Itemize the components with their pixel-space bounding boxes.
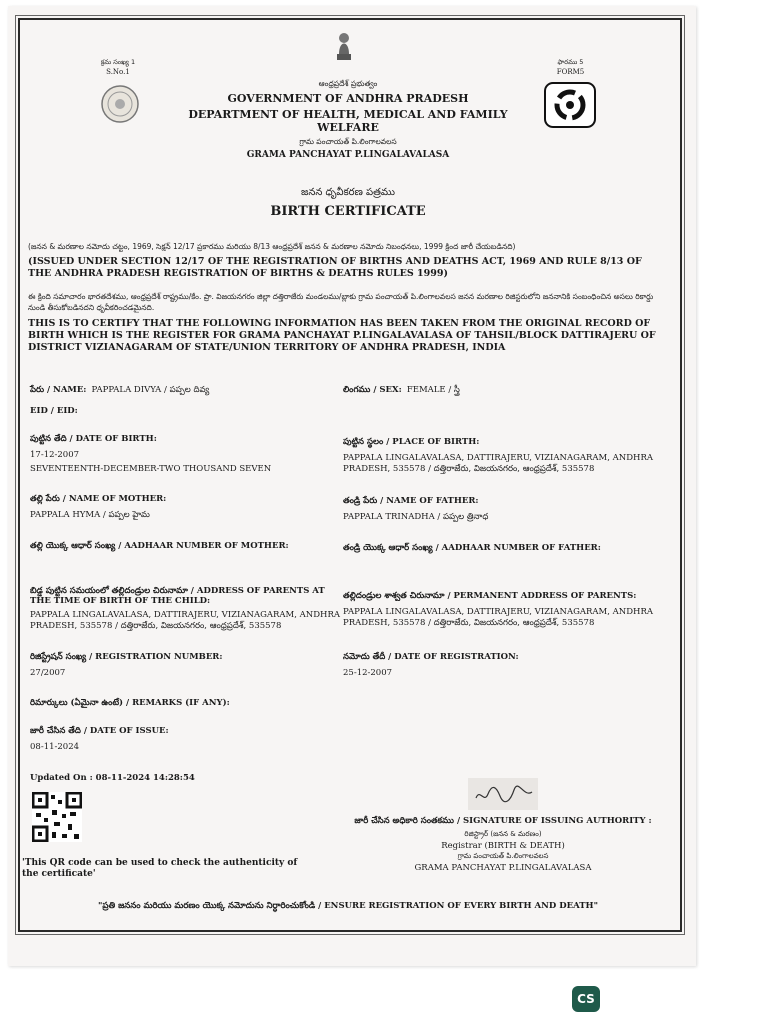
registrar-tel: రిజిస్ట్రార్ (జనన & మరణం) [464,830,542,838]
sex-label: లింగము / SEX: [343,385,402,395]
department-title: DEPARTMENT OF HEALTH, MEDICAL AND FAMILY WELFARE [188,108,508,134]
mother-label: తల్లి పేరు / NAME OF MOTHER: [30,494,167,504]
registration-date-field [343,652,663,678]
dob-field [30,434,330,474]
father-label: తండ్రి పేరు / NAME OF FATHER: [343,496,479,506]
qr-code-icon[interactable] [32,792,82,842]
mother-field [30,494,330,522]
address-permanent-label: తల్లిదండ్రుల శాశ్వత చిరునామా / PERMANENT ADDRESS OF PARENTS: [343,591,637,601]
pob-field [343,437,663,475]
section-text-tel: (జనన & మరణాల నమోదు చట్టం, 1969, సెక్షన్ 12/17 ప్రకారము మరియు 8/13 ఆంధ్రప్రదేశ్ జనన & మరణాల నమోదు నిబంధనలు, 1999 క్రింద జారీ చేయబడినది) [28,242,516,251]
updated-on: Updated On : 08-11-2024 14:28:54 [30,773,195,783]
dob-label: పుట్టిన తేది / DATE OF BIRTH: [30,434,157,444]
camscanner-watermark: CS [572,986,600,1012]
registration-number-field [30,652,330,678]
pob-label: పుట్టిన స్థలం / PLACE OF BIRTH: [343,437,480,447]
issue-date-label: జారీ చేసిన తేది / DATE OF ISSUE: [30,726,169,736]
dob-words: SEVENTEENTH-DECEMBER-TWO THOUSAND SEVEN [30,464,272,474]
issue-date-field [30,726,330,752]
form-block [543,58,598,76]
registration-date-label: నమోదు తేదీ / DATE OF REGISTRATION: [343,652,519,662]
serial-block [88,58,148,76]
registrar-en: Registrar (BIRTH & DEATH) [441,841,565,851]
registration-date-value: 25-12-2007 [343,668,393,678]
certificate-title-tel: జనన ధృవీకరణ పత్రము [301,187,395,198]
certify-text: THIS IS TO CERTIFY THAT THE FOLLOWING INFORMATION HAS BEEN TAKEN FROM THE ORIGINAL RECORD OF BIRTH WHICH IS THE REGISTER FOR GRAMA PANCHAYAT P.LINGALAVALASA OF TAHSIL/BLOCK DATTIRAJERU OF DISTRICT VIZIANAGARAM OF STATE/UNION TERRITORY OF ANDHRA PRADESH, INDIA [28,318,656,353]
serial-tel: క్రమ సంఖ్య 1 [100,58,136,66]
signature-image [468,778,538,810]
address-permanent-field [343,591,663,629]
sex-value: FEMALE / స్త్రీ [406,385,460,395]
qr-note: 'This QR code can be used to check the authenticity of the certificate' [22,858,298,879]
issuer-panchayat-tel: గ్రామ పంచాయత్ పి.లింగాలవలస [457,852,549,860]
state-name-tel: ఆంధ్రప్రదేశ్ ప్రభుత్వం [318,79,378,88]
issuer-panchayat: GRAMA PANCHAYAT P.LINGALAVALASA [414,863,592,873]
sex-field [343,377,663,397]
registration-number-label: రిజిస్ట్రేషన్ సంఖ్య / REGISTRATION NUMBER: [30,652,223,662]
remarks-label: రిమార్కులు (ఏమైనా ఉంటే) / REMARKS (IF ANY): [30,698,230,708]
signature-label: జారీ చేసిన అధికారి సంతకము / SIGNATURE OF ISSUING AUTHORITY : [354,816,652,826]
health-department-logo-icon [544,82,596,128]
issuing-authority-block [338,816,668,873]
serial-en: S.No.1 [106,68,130,76]
issue-date-value: 08-11-2024 [30,742,80,752]
pob-value: PAPPALA LINGALAVALASA, DATTIRAJERU, VIZIANAGARAM, ANDHRA PRADESH, 535578 / దత్తిరాజేరు, విజయనగరం, ఆంధ్రప్రదేశ్, 535578 [343,453,654,474]
registration-number-value: 27/2007 [30,668,66,678]
mother-value: PAPPALA HYMA / పప్పల హైమ [30,510,150,520]
ap-seal-icon [100,84,140,124]
certify-text-tel: ఈ క్రింది సమాచారం భారతదేశము, ఆంధ్రప్రదేశ్ రాష్ట్రము/కేం. ప్రా. విజయనగరం జిల్లా దత్తిరాజేరు మండలము/బ్లాకు గ్రామ పంచాయత్ పి.లింగాలవలస జనన మరణాల రిజిస్టరులోని జననానికి సంబంధించిన అసలు రికార్డు నుండి తీసుకోబడినదని ధృవీకరించడమైనది. [28,292,654,312]
aadhaar-mother-label: తల్లి యొక్క ఆధార్ సంఖ్య / AADHAAR NUMBER OF MOTHER: [30,541,289,551]
panchayat-name: GRAMA PANCHAYAT P.LINGALAVALASA [246,150,450,160]
ensure-registration-note: "ప్రతి జననం మరియు మరణం యొక్క నమోదును నిర్ధారించుకోండి / ENSURE REGISTRATION OF EVERY BIRTH AND DEATH" [97,901,599,911]
national-emblem-icon [333,30,355,64]
father-field [343,496,663,524]
name-field [30,377,330,397]
address-permanent-value: PAPPALA LINGALAVALASA, DATTIRAJERU, VIZIANAGARAM, ANDHRA PRADESH, 535578 / దత్తిరాజేరు, విజయనగరం, ఆంధ్రప్రదేశ్, 535578 [343,607,654,628]
form-en: FORM5 [556,68,585,76]
address-birth-value: PAPPALA LINGALAVALASA, DATTIRAJERU, VIZIANAGARAM, ANDHRA PRADESH, 535578 / దత్తిరాజేరు, విజయనగరం, ఆంధ్రప్రదేశ్, 535578 [30,610,341,631]
section-text: (ISSUED UNDER SECTION 12/17 OF THE REGISTRATION OF BIRTHS AND DEATHS ACT, 1969 AND RULE 8/13 OF THE ANDHRA PRADESH REGISTRATION OF BIRTHS & DEATHS RULES 1999) [28,256,642,279]
name-label: పేరు / NAME: [30,385,87,395]
address-birth-field [30,586,348,632]
father-value: PAPPALA TRINADHA / పప్పల త్రినాధ [343,512,489,522]
form-tel: ఫారము 5 [557,58,584,66]
dob-value: 17-12-2007 [30,450,80,460]
panchayat-name-tel: గ్రామ పంచాయత్ పి.లింగాలవలస [299,137,397,146]
certificate-paper [8,6,696,966]
name-value: PAPPALA DIVYA / పప్పల దివ్య [91,385,210,395]
certificate-title: BIRTH CERTIFICATE [270,204,426,219]
eid-label: EID / EID: [30,406,78,416]
address-birth-label: బిడ్డ పుట్టిన సమయంలో తల్లిదండ్రుల చిరునామా / ADDRESS OF PARENTS AT THE TIME OF BIRTH OF THE CHILD: [30,586,325,606]
aadhaar-father-label: తండ్రి యొక్క ఆధార్ సంఖ్య / AADHAAR NUMBER OF FATHER: [343,543,601,553]
government-title: GOVERNMENT OF ANDHRA PRADESH [227,92,469,105]
